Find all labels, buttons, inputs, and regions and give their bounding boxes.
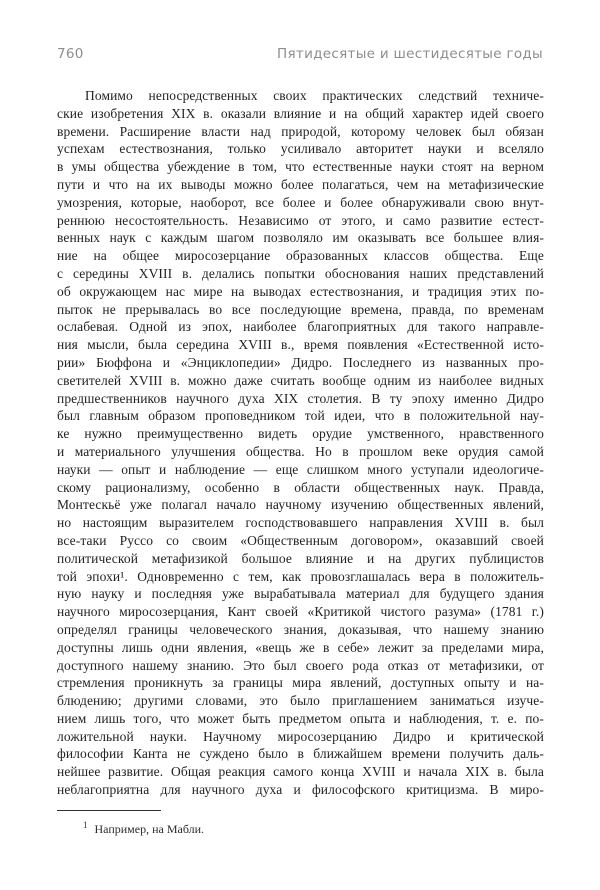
text-line: с середины XVIII в. делались попытки обоснования наших представлений (57, 265, 544, 281)
text-line: венных наук с каждым шагом позволяло им оказывать все большее влия- (57, 230, 544, 246)
text-line: ослабевая. Одной из эпох, наиболее благоприятных для такого направле- (57, 319, 544, 335)
text-line: был главным образом проповедником той идеи, что в положительной нау- (57, 408, 544, 424)
text-line: скому рационализму, особенно в области общественных наук. Правда, (57, 479, 544, 495)
text-line: нием лишь того, что может быть предметом опыта и наблюдения, т. е. по- (57, 710, 544, 726)
body-paragraph (57, 87, 544, 799)
text-line: нейшее развитие. Общая реакция самого конца XVIII и начала XIX в. была (57, 764, 544, 780)
footnote-marker: 1 (83, 820, 88, 830)
footnote-text: Например, на Мабли. (94, 822, 205, 836)
text-line: стремления проникнуть за границы мира явлений, доступных опыту и на- (57, 675, 544, 691)
footnote-divider (57, 810, 161, 811)
text-line: Помимо непосредственных своих практических следствий техниче- (85, 88, 544, 103)
text-line: светителей XVIII в. можно даже считать вообще одним из наиболее видных (57, 372, 544, 388)
text-line: блюдению; другими словами, это было приглашением заниматься изуче- (57, 693, 544, 709)
text-line: но настоящим выразителем господствовавшего направления XVIII в. был (57, 515, 544, 531)
footnote (57, 818, 544, 837)
text-line: ложительной науки. Научному миросозерцанию Дидро и критической (57, 728, 544, 744)
running-head: Пятидесятые и шестидесятые годы (277, 46, 543, 62)
text-line: доступного нашему знанию. Это был своего рода отказ от метафизики, от (57, 657, 544, 673)
text-line: пыток не прерывалась во все последующие времена, правда, по временам (57, 301, 544, 317)
text-line: доступны лишь одни явления, «вещь же в себе» лежит за пределами мира, (57, 639, 544, 655)
text-line: политической метафизикой большое влияние и на других публицистов (57, 550, 544, 566)
text-line: рии» Бюффона и «Энциклопедии» Дидро. Последнего из названных про- (57, 354, 544, 370)
text-line: все-таки Руссо со своим «Общественным договором», оказавший своей (57, 532, 544, 548)
text-line: и материального улучшения общества. Но в прошлом веке орудия самой (57, 443, 544, 459)
text-line: определял границы человеческого знания, доказывая, что нашему знанию (57, 621, 544, 637)
text-line: в умы общества убеждение в том, что естественные науки стоят на верном (57, 159, 544, 175)
text-line: успехам естествознания, только усиливало авторитет науки и вселяло (57, 141, 544, 157)
text-line: философии Канта не суждено было в ближайшем времени получить даль- (57, 746, 544, 762)
page-number: 760 (57, 46, 84, 62)
text-line: той эпохи¹. Одновременно с тем, как провозглашалась вера в положитель- (57, 568, 544, 584)
text-line: об окружающем нас мире на выводах естествознания, и традиция этих по- (57, 283, 544, 299)
footnote-section (57, 810, 544, 837)
text-line: ке нужно преимущественно видеть орудие умственного, нравственного (57, 426, 544, 442)
text-line: ние на общее миросозерцание образованных классов общества. Еще (57, 248, 544, 264)
text-line: времени. Расширение власти над природой, которому человек был обязан (57, 123, 544, 139)
text-line: Монтескьё уже полагал начало научному изучению общественных явлений, (57, 497, 544, 513)
text-line: научного миросозерцания, Кант своей «Критикой чистого разума» (1781 г.) (57, 604, 544, 620)
text-line: пути и что на их выводы можно более полагаться, чем на метафизические (57, 176, 544, 192)
text-line: науки — опыт и наблюдение — еще слишком много уступали идеологиче- (57, 461, 544, 477)
text-line: реннюю несостоятельность. Независимо от этого, и само развитие естест- (57, 212, 544, 228)
text-line: ские изобретения XIX в. оказали влияние и на общий характер идей своего (57, 105, 544, 121)
text-line: ния мысли, была середина XVIII в., время появления «Естественной исто- (57, 337, 544, 353)
text-line: предшественников научного духа XIX столетия. В ту эпоху именно Дидро (57, 390, 544, 406)
page-header (57, 46, 543, 62)
text-line: неблагоприятна для научного духа и философского критицизма. В миро- (57, 782, 544, 798)
text-line: умозрения, которые, наоборот, все более и более обнаруживали свою внут- (57, 194, 544, 210)
text-line: ную науку и последняя уже вырабатывала материал для будущего здания (57, 586, 544, 602)
